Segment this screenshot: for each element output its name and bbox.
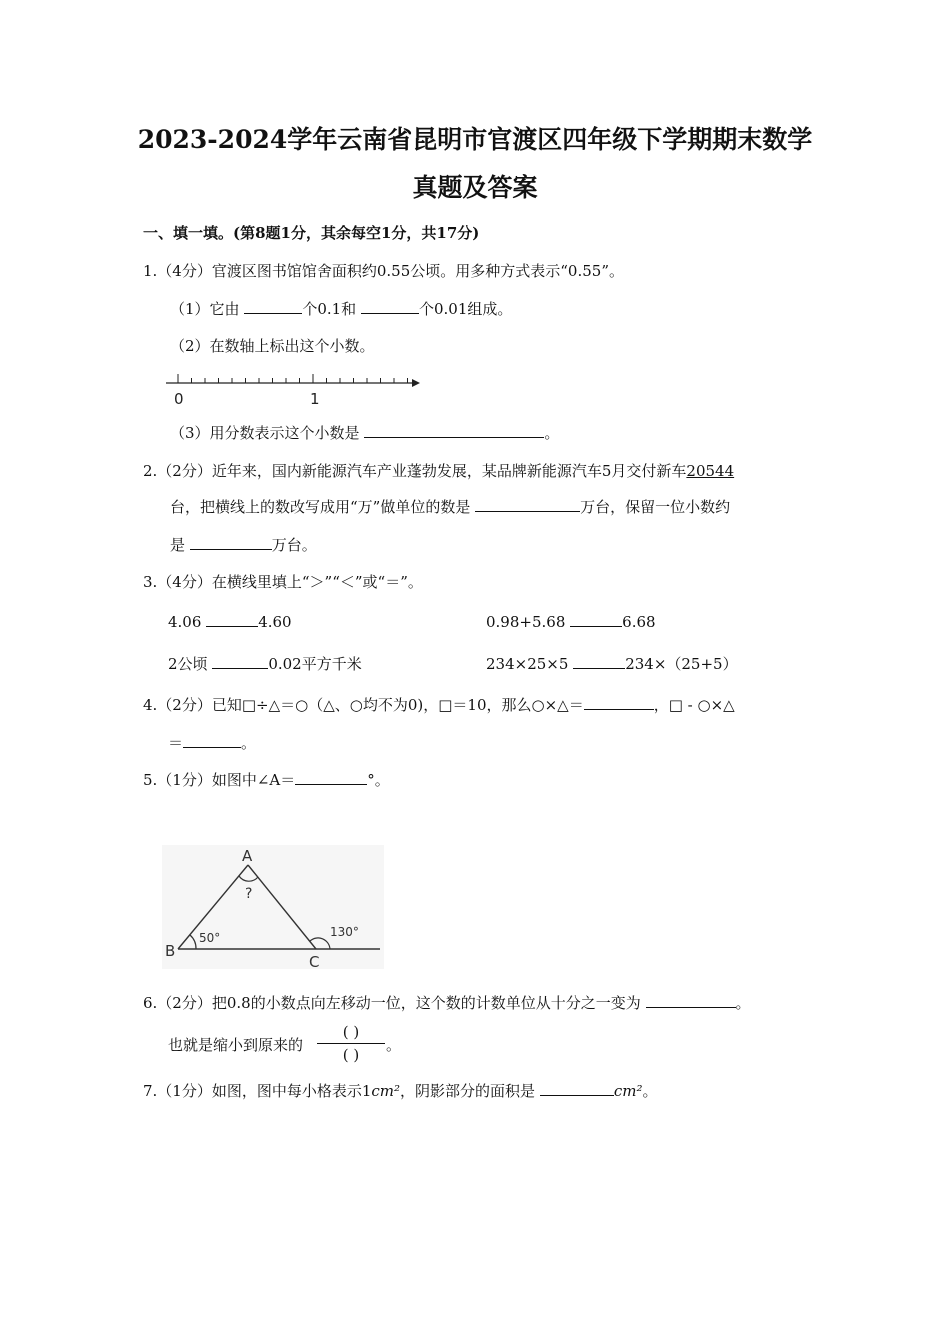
- q3-item-c: [168, 654, 362, 674]
- q7-unit-2: cm²: [613, 1082, 643, 1100]
- q6-fraction-bar: [317, 1043, 385, 1044]
- q6-fraction-numerator[interactable]: ( ): [342, 1023, 360, 1041]
- q6-line1-text: 6.（2分）把0.8的小数点向左移动一位，这个数的计数单位从十分之一变为: [143, 994, 641, 1012]
- q5-text-b: °。: [367, 771, 390, 789]
- axis-label-one: 1: [310, 390, 320, 408]
- q2-line2: [170, 497, 730, 517]
- number-line-arrow: [412, 379, 420, 387]
- label-a: A: [242, 847, 253, 865]
- q6-line2: 也就是缩小到原来的: [168, 1036, 304, 1054]
- q3-c-left: 2公顷: [168, 655, 208, 673]
- q4-line2-text-a: ＝: [168, 734, 184, 752]
- q6-line2-end: 。: [386, 1036, 402, 1054]
- angle-b-label: 50°: [199, 931, 221, 945]
- q1-part1: [170, 299, 512, 319]
- q1-part3-text: （3）用分数表示这个小数是: [170, 424, 360, 442]
- q3-a-left: 4.06: [168, 613, 202, 631]
- q2-line2-text-b: 万台，保留一位小数约: [580, 498, 731, 516]
- q3-blank-c[interactable]: [212, 654, 268, 669]
- q4-blank-difference[interactable]: [183, 733, 241, 748]
- q1-blank-fraction[interactable]: [364, 423, 544, 438]
- q7-blank-area[interactable]: [540, 1081, 614, 1096]
- q1-part2: （2）在数轴上标出这个小数。: [170, 337, 375, 355]
- q3-item-d: [486, 654, 738, 674]
- q1-part3: [170, 423, 559, 443]
- q4-line1: [143, 695, 735, 715]
- q7-stem: [143, 1081, 658, 1101]
- q4-line1-text-a: 4.（2分）已知□÷△＝○（△、○均不为0)，□＝10，那么○×△＝: [143, 696, 584, 714]
- q3-b-left: 0.98+5.68: [486, 613, 566, 631]
- q4-line2-text-b: 。: [241, 734, 257, 752]
- q6-blank-unit[interactable]: [646, 993, 736, 1008]
- q2-underlined-number: 20544: [686, 462, 735, 480]
- q7-text-c: 。: [642, 1082, 658, 1100]
- q5-text-a: 5.（1分）如图中∠A＝: [143, 771, 296, 789]
- q1-part3-end: 。: [544, 424, 560, 442]
- q3-d-left: 234×25×5: [486, 655, 569, 673]
- page-subtitle: 真题及答案: [412, 173, 538, 202]
- q7-unit-1: cm²: [371, 1082, 401, 1100]
- q1-part1-text-b: 个0.1和: [302, 300, 357, 318]
- q5-stem: [143, 770, 390, 790]
- q2-blank-wan[interactable]: [475, 497, 580, 512]
- q2-line3-text-a: 是: [170, 536, 186, 554]
- q6-fraction-denominator[interactable]: ( ): [342, 1046, 360, 1064]
- page-title: 2023-2024学年云南省昆明市官渡区四年级下学期期末数学: [137, 125, 813, 154]
- q2-line3: [170, 535, 317, 555]
- q2-line1-text: 2.（2分）近年来，国内新能源汽车产业蓬勃发展，某品牌新能源汽车5月交付新车: [143, 462, 687, 480]
- q3-a-right: 4.60: [258, 613, 292, 631]
- q3-b-right: 6.68: [622, 613, 656, 631]
- q4-line2: [168, 733, 256, 753]
- section-heading: 一、填一填。(第8题1分，其余每空1分，共17分): [143, 224, 480, 242]
- q2-line2-text-a: 台，把横线上的数改写成用“万”做单位的数是: [170, 498, 471, 516]
- q3-blank-b[interactable]: [570, 612, 622, 627]
- q6-line1: [143, 993, 751, 1013]
- q3-d-right: 234×（25+5）: [625, 655, 738, 673]
- q1-blank-tenths[interactable]: [244, 299, 302, 314]
- angle-ext-label: 130°: [330, 925, 359, 939]
- figure-background: [162, 845, 384, 969]
- q6-line1-end: 。: [735, 994, 751, 1012]
- angle-a-question: ?: [245, 886, 253, 902]
- q7-text-b: ，阴影部分的面积是: [400, 1082, 536, 1100]
- q2-line3-text-b: 万台。: [271, 536, 317, 554]
- q3-blank-a[interactable]: [206, 612, 258, 627]
- number-line: [160, 366, 425, 408]
- q4-blank-product[interactable]: [584, 695, 654, 710]
- triangle-figure: [162, 845, 384, 969]
- q3-c-right: 0.02平方千米: [268, 655, 362, 673]
- q5-blank-angle[interactable]: [295, 770, 367, 785]
- q3-item-b: [486, 612, 656, 632]
- q1-stem: 1.（4分）官渡区图书馆馆舍面积约0.55公顷。用多种方式表示“0.55”。: [143, 262, 624, 280]
- q7-text-a: 7.（1分）如图，图中每小格表示1: [143, 1082, 372, 1100]
- label-b: B: [165, 942, 176, 960]
- q3-stem: 3.（4分）在横线里填上“＞”“＜”或“＝”。: [143, 573, 423, 591]
- q1-part1-text-a: （1）它由: [170, 300, 240, 318]
- q2-line1: [143, 461, 734, 481]
- q3-blank-d[interactable]: [573, 654, 625, 669]
- q4-line1-text-b: ，□ - ○×△: [653, 696, 735, 714]
- q2-blank-rounded[interactable]: [190, 535, 272, 550]
- axis-label-zero: 0: [174, 390, 184, 408]
- label-c: C: [309, 953, 320, 969]
- q1-part1-text-c: 个0.01组成。: [418, 300, 513, 318]
- q3-item-a: [168, 612, 292, 632]
- q1-blank-hundredths[interactable]: [361, 299, 419, 314]
